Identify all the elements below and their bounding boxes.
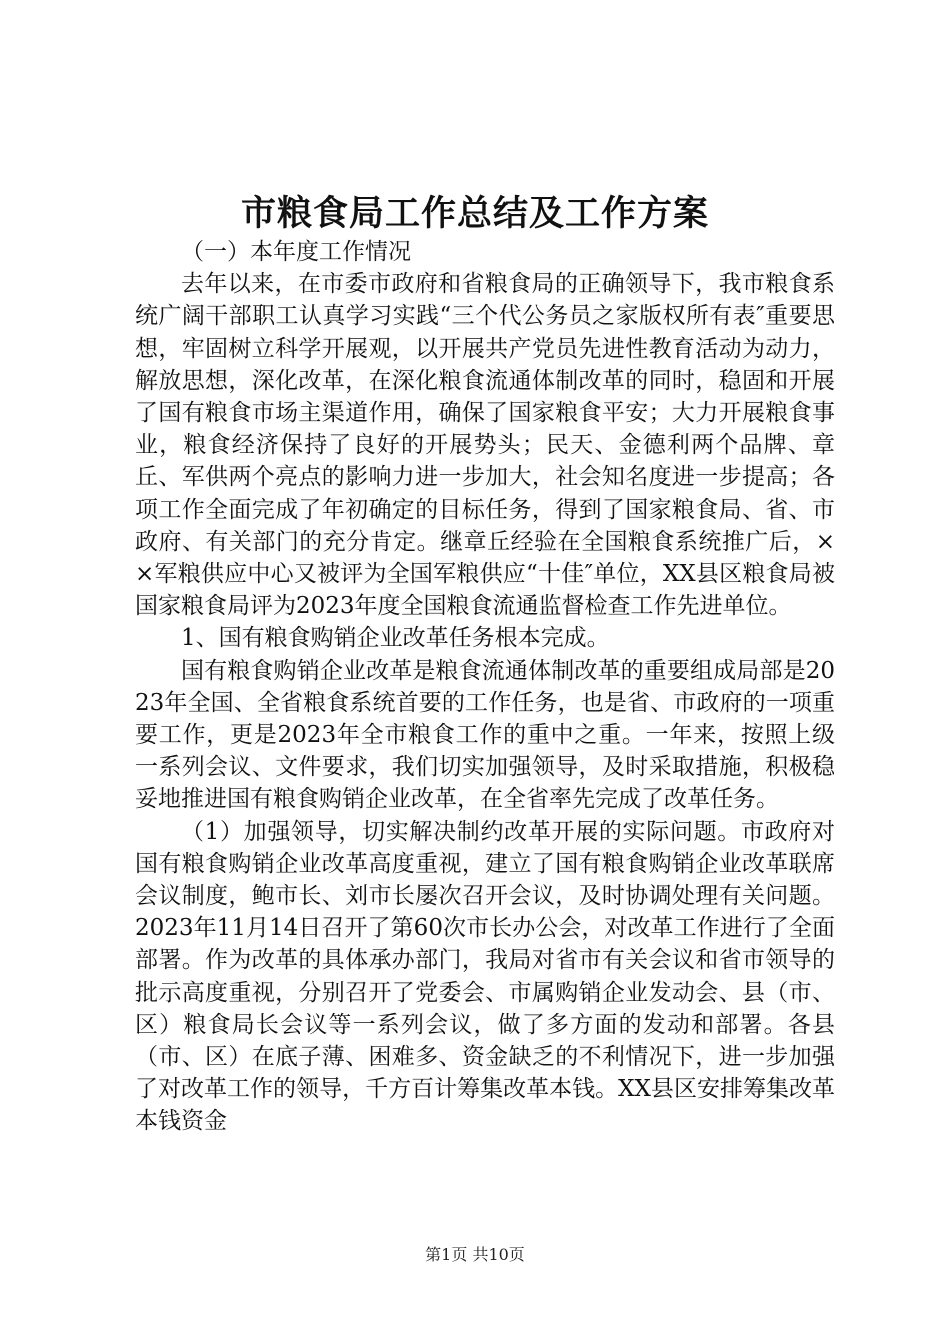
paragraph-subheading-1: 1、国有粮食购销企业改革任务根本完成。: [181, 625, 610, 652]
paragraph-reform: 国有粮食购销企业改革是粮食流通体制改革的重要组成局部是2023年全国、全省粮食系统首要的工作任务，也是省、市政府的一项重要工作，更是2023年全市粮食工作的重中之重。一年来，按照上级一系列会议、文件要求，我们切实加强领导，及时采取措施，积极稳妥地推进国有粮食购销企业改革，在全省率先完成了改革任务。: [135, 657, 835, 813]
page-footer: 第1页 共10页: [425, 1245, 525, 1264]
document-title: 市粮食局工作总结及工作方案: [240, 193, 709, 234]
section-heading: （一）本年度工作情况: [181, 239, 411, 265]
document-body: [135, 236, 835, 1138]
paragraph-leadership: （1）加强领导，切实解决制约改革开展的实际问题。市政府对国有粮食购销企业改革高度重视，建立了国有粮食购销企业改革联席会议制度，鲍市长、刘市长屡次召开会议，及时协调处理有关问题。2023年11月14日召开了第60次市长办公会，对改革工作进行了全面部署。作为改革的具体承办部门，我局对省市有关会议和省市领导的批示高度重视，分别召开了党委会、市属购销企业发动会、县（市、区）粮食局长会议等一系列会议，做了多方面的发动和部署。各县（市、区）在底子薄、困难多、资金缺乏的不利情况下，进一步加强了对改革工作的领导，千方百计筹集改革本钱。XX县区安排筹集改革本钱资金: [135, 818, 835, 1135]
paragraph-intro: 去年以来，在市委市政府和省粮食局的正确领导下，我市粮食系统广阔干部职工认真学习实践“三个代公务员之家版权所有表″重要思想，牢固树立科学开展观，以开展共产党员先进性教育活动为动力，解放思想，深化改革，在深化粮食流通体制改革的同时，稳固和开展了国有粮食市场主渠道作用，确保了国家粮食平安；大力开展粮食事业，粮食经济保持了良好的开展势头；民天、金德利两个品牌、章丘、军供两个亮点的影响力进一步加大，社会知名度进一步提高；各项工作全面完成了年初确定的目标任务，得到了国家粮食局、省、市政府、有关部门的充分肯定。继章丘经验在全国粮食系统推广后，××军粮供应中心又被评为全国军粮供应“十佳″单位，XX县区粮食局被国家粮食局评为2023年度全国粮食流通监督检查工作先进单位。: [135, 271, 835, 620]
